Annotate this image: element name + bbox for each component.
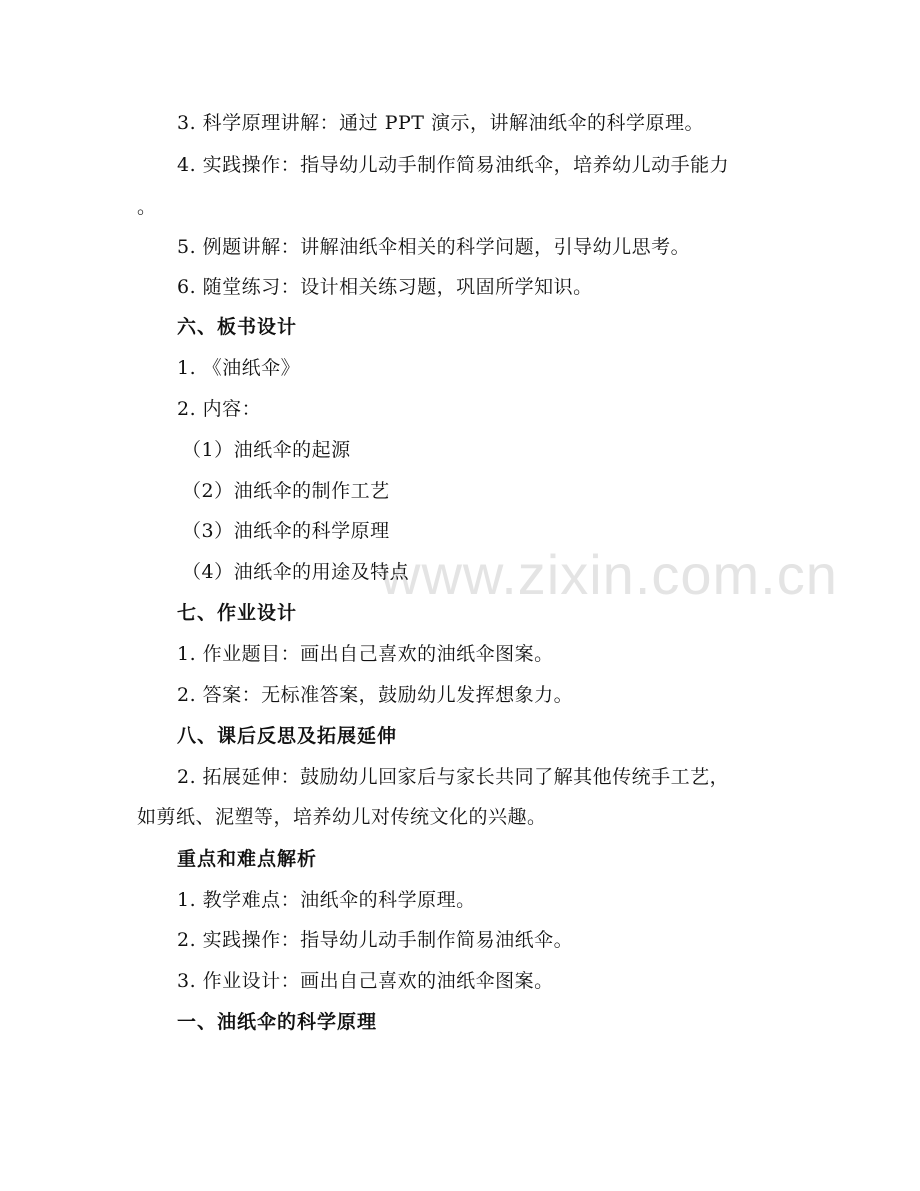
step-3-science-principle: 3. 科学原理讲解：通过 PPT 演示，讲解油纸伞的科学原理。 bbox=[177, 112, 704, 134]
content-item-4: （4）油纸伞的用途及特点 bbox=[182, 561, 410, 583]
step-4-continuation: 。 bbox=[137, 196, 157, 218]
section-heading-science-principle: 一、油纸伞的科学原理 bbox=[177, 1011, 378, 1033]
content-item-1: （1）油纸伞的起源 bbox=[182, 439, 351, 461]
key-point-3: 3. 作业设计：画出自己喜欢的油纸伞图案。 bbox=[177, 970, 554, 992]
content-item-2: （2）油纸伞的制作工艺 bbox=[182, 480, 390, 502]
homework-item-1: 1. 作业题目：画出自己喜欢的油纸伞图案。 bbox=[177, 643, 554, 665]
content-item-3: （3）油纸伞的科学原理 bbox=[182, 520, 390, 542]
section-heading-reflection: 八、课后反思及拓展延伸 bbox=[177, 725, 398, 747]
blackboard-item-2: 2. 内容： bbox=[177, 398, 262, 420]
key-point-2: 2. 实践操作：指导幼儿动手制作简易油纸伞。 bbox=[177, 929, 574, 951]
reflection-item-2: 2. 拓展延伸：鼓励幼儿回家后与家长共同了解其他传统手工艺， bbox=[177, 766, 730, 788]
homework-item-2: 2. 答案：无标准答案，鼓励幼儿发挥想象力。 bbox=[177, 684, 574, 706]
section-heading-blackboard: 六、板书设计 bbox=[177, 316, 298, 338]
reflection-item-2-continuation: 如剪纸、泥塑等，培养幼儿对传统文化的兴趣。 bbox=[137, 806, 547, 828]
step-6-exercise: 6. 随堂练习：设计相关练习题，巩固所学知识。 bbox=[177, 276, 593, 298]
key-point-1: 1. 教学难点：油纸伞的科学原理。 bbox=[177, 889, 476, 911]
section-heading-key-points: 重点和难点解析 bbox=[177, 848, 318, 870]
section-heading-homework: 七、作业设计 bbox=[177, 602, 298, 624]
step-5-example: 5. 例题讲解：讲解油纸伞相关的科学问题，引导幼儿思考。 bbox=[177, 236, 691, 258]
blackboard-item-1: 1. 《油纸伞》 bbox=[177, 357, 301, 379]
watermark: www.zixin.com.cn bbox=[380, 543, 838, 606]
step-4-practice: 4. 实践操作：指导幼儿动手制作简易油纸伞，培养幼儿动手能力 bbox=[177, 154, 730, 176]
